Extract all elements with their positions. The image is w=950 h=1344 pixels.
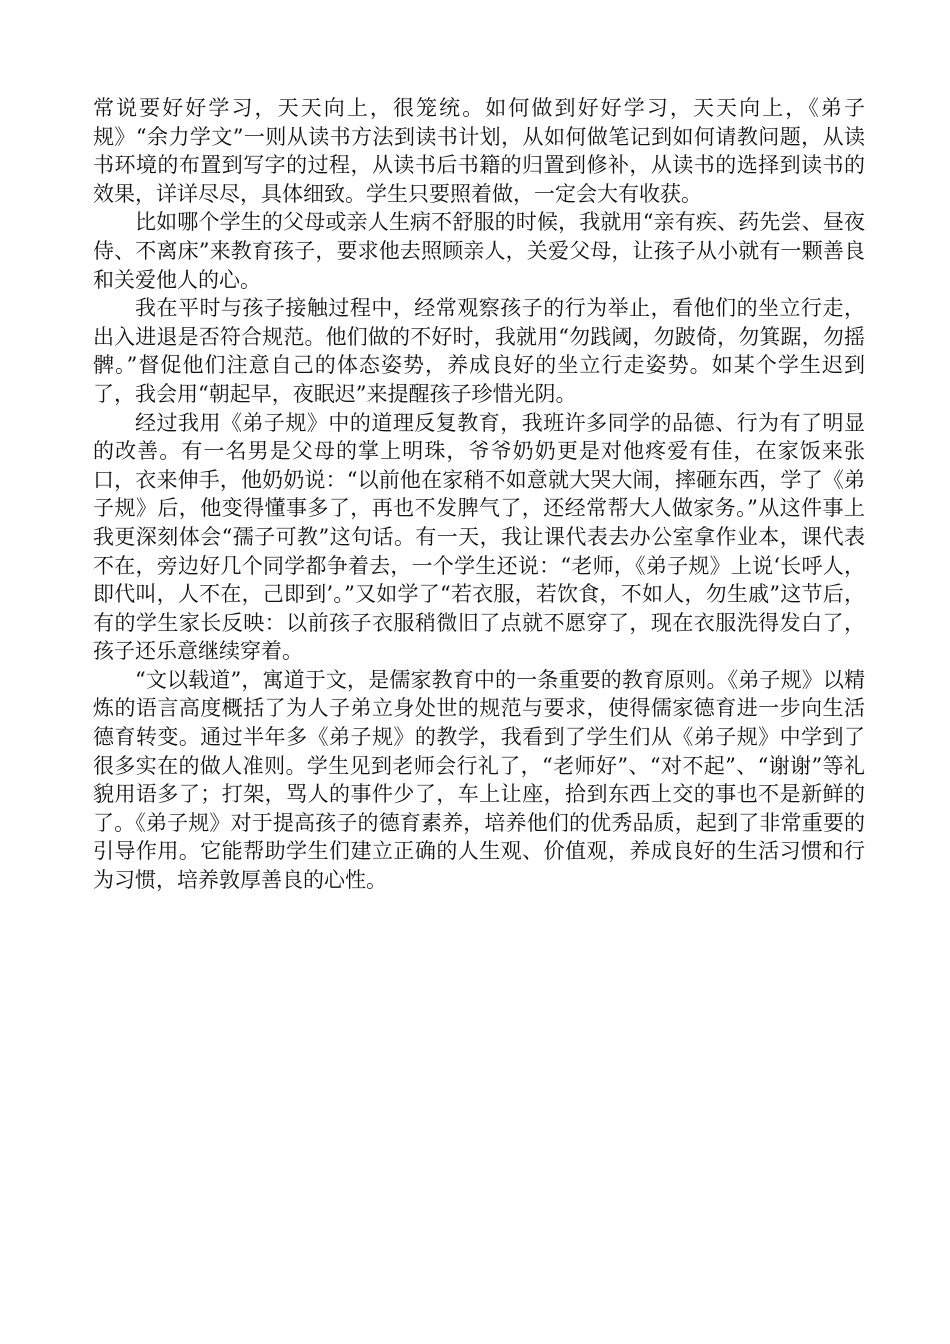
paragraph-1: 常说要好好学习，天天向上，很笼统。如何做到好好学习，天天向上，《弟子规》“余力学文”一则从读书方法到读书计划，从如何做笔记到如何请教问题，从读书环境的布置到写字的过程，从读书后书籍的归置到修补，从读书的选择到读书的效果，详详尽尽，具体细致。学生只要照着做，一定会大有收获。 bbox=[93, 96, 865, 206]
paragraph-5: “文以载道”，寓道于文，是儒家教育中的一条重要的教育原则。《弟子规》以精炼的语言高度概括了为人子弟立身处世的规范与要求，使得儒家德育进一步向生活德育转变。通过半年多《弟子规》的教学，我看到了学生们从《弟子规》中学到了很多实在的做人准则。学生见到老师会行礼了，“老师好”、“对不起”、“谢谢”等礼貌用语多了；打架，骂人的事件少了，车上让座，拾到东西上交的事也不是新鲜的了。《弟子规》对于提高孩子的德育素养，培养他们的优秀品质，起到了非常重要的引导作用。它能帮助学生们建立正确的人生观、价值观，养成良好的生活习惯和行为习惯，培养敦厚善良的心性。 bbox=[93, 667, 865, 893]
document-body bbox=[93, 94, 865, 895]
paragraph-4: 经过我用《弟子规》中的道理反复教育，我班许多同学的品德、行为有了明显的改善。有一名男是父母的掌上明珠，爷爷奶奶更是对他疼爱有佳，在家饭来张口，衣来伸手，他奶奶说：“以前他在家稍不如意就大哭大闹，摔砸东西，学了《弟子规》后，他变得懂事多了，再也不发脾气了，还经常帮大人做家务。”从这件事上我更深刻体会“孺子可教”这句话。有一天，我让课代表去办公室拿作业本，课代表不在，旁边好几个同学都争着去，一个学生还说：“老师，《弟子规》上说‘长呼人，即代叫，人不在，己即到’。”又如学了“若衣服，若饮食，不如人，勿生戚”这节后，有的学生家长反映：以前孩子衣服稍微旧了点就不愿穿了，现在衣服洗得发白了，孩子还乐意继续穿着。 bbox=[93, 410, 865, 664]
paragraph-3: 我在平时与孩子接触过程中，经常观察孩子的行为举止，看他们的坐立行走，出入进退是否符合规范。他们做的不好时，我就用“勿践阈，勿跛倚，勿箕踞，勿摇髀。”督促他们注意自己的体态姿势，养成良好的坐立行走姿势。如某个学生迟到了，我会用“朝起早，夜眠迟”来提醒孩子珍惜光阴。 bbox=[93, 296, 865, 406]
paragraph-2: 比如哪个学生的父母或亲人生病不舒服的时候，我就用“亲有疾、药先尝、昼夜侍、不离床”来教育孩子，要求他去照顾亲人，关爱父母，让孩子从小就有一颗善良和关爱他人的心。 bbox=[93, 210, 865, 292]
